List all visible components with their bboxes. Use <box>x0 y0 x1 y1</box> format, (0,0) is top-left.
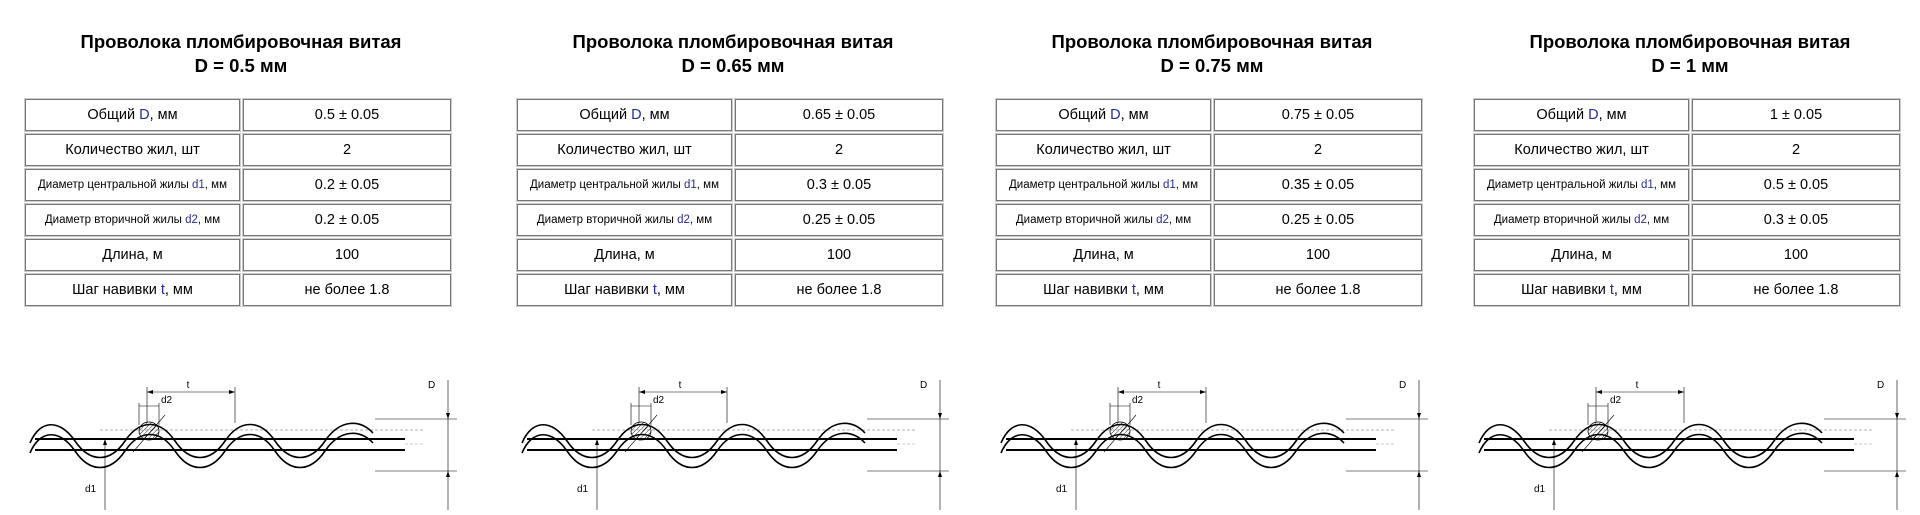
row-value: не более 1.8 <box>1692 274 1900 306</box>
row-value: 1 ± 0.05 <box>1692 99 1900 131</box>
row-value: 0.5 ± 0.05 <box>1692 169 1900 201</box>
table-row <box>1474 134 1900 166</box>
table-row <box>1474 239 1900 271</box>
table-row <box>517 169 943 201</box>
title-line2: D = 1 мм <box>1651 55 1729 76</box>
row-label: Количество жил, шт <box>996 134 1211 166</box>
row-label: Шаг навивки t, мм <box>1474 274 1689 306</box>
section-leader-line <box>1104 415 1136 452</box>
twisted-wire-diagram <box>517 345 949 510</box>
row-value: 100 <box>243 239 451 271</box>
table-row <box>517 239 943 271</box>
twisted-wire-diagram <box>996 345 1428 510</box>
table-row <box>996 169 1422 201</box>
d1-label: d1 <box>1534 484 1546 495</box>
row-label: Шаг навивки t, мм <box>25 274 240 306</box>
wire-diagram-svg <box>996 345 1428 510</box>
d2-label: d2 <box>653 395 665 406</box>
table-row <box>996 134 1422 166</box>
row-label: Диаметр центральной жилы d1, мм <box>1474 169 1689 201</box>
d2-cross-section <box>1110 422 1130 440</box>
row-label: Количество жил, шт <box>25 134 240 166</box>
row-value: 0.3 ± 0.05 <box>1692 204 1900 236</box>
d1-label: d1 <box>1056 484 1068 495</box>
row-label: Длина, м <box>25 239 240 271</box>
row-value: 100 <box>735 239 943 271</box>
table-row <box>996 274 1422 306</box>
table-row <box>517 99 943 131</box>
table-row <box>25 169 451 201</box>
twisted-wire-diagram <box>25 345 457 510</box>
row-value: 0.2 ± 0.05 <box>243 169 451 201</box>
spec-table <box>514 96 946 309</box>
row-value: 0.65 ± 0.05 <box>735 99 943 131</box>
table-row <box>996 239 1422 271</box>
table-row <box>996 204 1422 236</box>
row-value: 2 <box>1692 134 1900 166</box>
row-value: 100 <box>1692 239 1900 271</box>
row-value: 0.5 ± 0.05 <box>243 99 451 131</box>
row-label: Диаметр центральной жилы d1, мм <box>996 169 1211 201</box>
table-row <box>25 274 451 306</box>
table-row <box>1474 274 1900 306</box>
row-label: Количество жил, шт <box>1474 134 1689 166</box>
d2-label: d2 <box>1610 395 1622 406</box>
d2-label: d2 <box>161 395 173 406</box>
spec-panel <box>1474 30 1906 495</box>
panel-title <box>1474 30 1906 78</box>
table-row <box>25 134 451 166</box>
table-row <box>517 274 943 306</box>
table-row <box>1474 204 1900 236</box>
row-label: Количество жил, шт <box>517 134 732 166</box>
table-row <box>517 204 943 236</box>
spec-panel <box>517 30 949 495</box>
title-line1: Проволока пломбировочная витая <box>1051 31 1373 52</box>
row-label: Общий D, мм <box>1474 99 1689 131</box>
row-value: не более 1.8 <box>243 274 451 306</box>
spec-panel <box>25 30 457 495</box>
row-value: 0.75 ± 0.05 <box>1214 99 1422 131</box>
title-line2: D = 0.65 мм <box>681 55 785 76</box>
wire-diagram-svg <box>1474 345 1906 510</box>
table-row <box>1474 99 1900 131</box>
row-label: Общий D, мм <box>25 99 240 131</box>
row-value: 2 <box>1214 134 1422 166</box>
row-value: 0.25 ± 0.05 <box>735 204 943 236</box>
row-label: Длина, м <box>1474 239 1689 271</box>
section-leader-line <box>1582 415 1614 452</box>
row-label: Диаметр центральной жилы d1, мм <box>25 169 240 201</box>
t-label: t <box>678 380 682 391</box>
helix-wire-upper <box>1479 423 1822 457</box>
row-value: не более 1.8 <box>735 274 943 306</box>
helix-wire-upper <box>1001 423 1344 457</box>
D-label: D <box>920 380 928 391</box>
row-label: Диаметр вторичной жилы d2, мм <box>25 204 240 236</box>
D-label: D <box>428 380 436 391</box>
D-label: D <box>1399 380 1407 391</box>
helix-wire-upper <box>522 423 865 457</box>
wire-diagram-svg <box>25 345 457 510</box>
spec-table <box>1471 96 1903 309</box>
row-value: 0.25 ± 0.05 <box>1214 204 1422 236</box>
table-row <box>1474 169 1900 201</box>
d1-label: d1 <box>85 484 97 495</box>
table-row <box>517 134 943 166</box>
row-label: Диаметр центральной жилы d1, мм <box>517 169 732 201</box>
title-line2: D = 0.5 мм <box>194 55 288 76</box>
spec-table <box>993 96 1425 309</box>
d2-cross-section <box>1588 422 1608 440</box>
row-label: Шаг навивки t, мм <box>517 274 732 306</box>
panel-title <box>517 30 949 78</box>
title-line1: Проволока пломбировочная витая <box>572 31 894 52</box>
row-label: Длина, м <box>517 239 732 271</box>
d2-label: d2 <box>1132 395 1144 406</box>
t-label: t <box>186 380 190 391</box>
row-value: 0.35 ± 0.05 <box>1214 169 1422 201</box>
row-label: Общий D, мм <box>996 99 1211 131</box>
helix-wire-upper <box>30 423 373 457</box>
section-leader-line <box>625 415 657 452</box>
row-value: 0.2 ± 0.05 <box>243 204 451 236</box>
row-label: Диаметр вторичной жилы d2, мм <box>517 204 732 236</box>
spec-table <box>22 96 454 309</box>
row-value: 2 <box>243 134 451 166</box>
panel-title <box>25 30 457 78</box>
D-label: D <box>1877 380 1885 391</box>
row-label: Шаг навивки t, мм <box>996 274 1211 306</box>
spec-panel <box>996 30 1428 495</box>
table-row <box>25 204 451 236</box>
row-value: 100 <box>1214 239 1422 271</box>
row-label: Диаметр вторичной жилы d2, мм <box>996 204 1211 236</box>
table-row <box>996 99 1422 131</box>
row-label: Длина, м <box>996 239 1211 271</box>
t-label: t <box>1157 380 1161 391</box>
d2-cross-section <box>631 422 651 440</box>
d1-label: d1 <box>577 484 589 495</box>
title-line1: Проволока пломбировочная витая <box>1529 31 1851 52</box>
row-value: 2 <box>735 134 943 166</box>
title-line1: Проволока пломбировочная витая <box>80 31 402 52</box>
row-label: Общий D, мм <box>517 99 732 131</box>
wire-diagram-svg <box>517 345 949 510</box>
title-line2: D = 0.75 мм <box>1160 55 1264 76</box>
panel-title <box>996 30 1428 78</box>
row-value: 0.3 ± 0.05 <box>735 169 943 201</box>
row-label: Диаметр вторичной жилы d2, мм <box>1474 204 1689 236</box>
section-leader-line <box>133 415 165 452</box>
d2-cross-section <box>139 422 159 440</box>
table-row <box>25 239 451 271</box>
t-label: t <box>1635 380 1639 391</box>
table-row <box>25 99 451 131</box>
twisted-wire-diagram <box>1474 345 1906 510</box>
row-value: не более 1.8 <box>1214 274 1422 306</box>
